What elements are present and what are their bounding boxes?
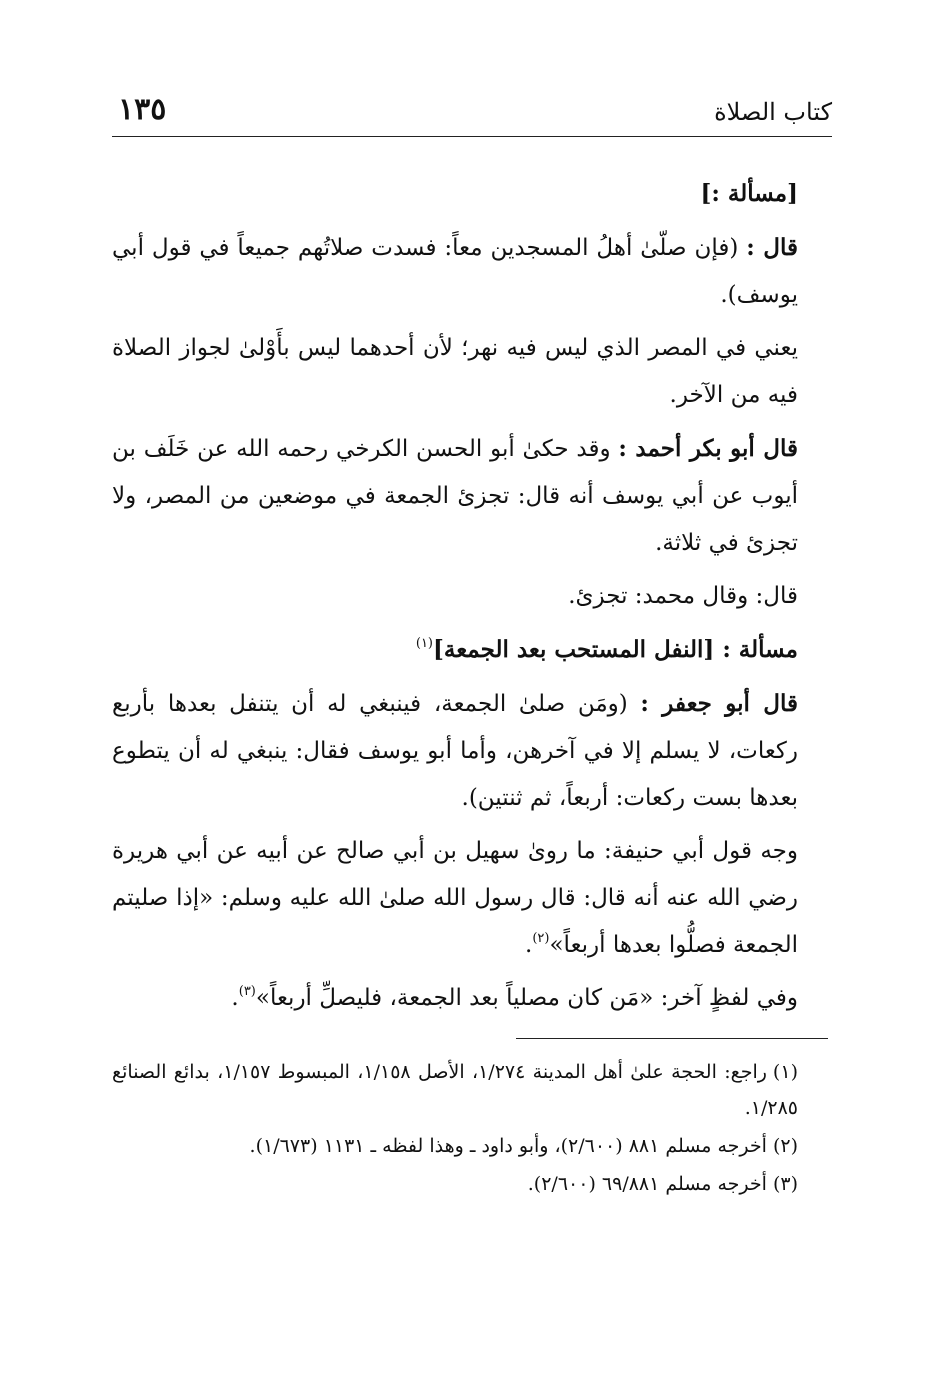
paragraph-text: قال: وقال محمد: تجزئ. — [568, 583, 798, 609]
footnote-marker: (٢) — [532, 931, 550, 946]
footnote-2 — [112, 1128, 828, 1164]
footnote-3 — [112, 1166, 828, 1202]
paragraph-end: . — [525, 932, 533, 958]
paragraph-text: وفي لفظٍ آخر: «مَن كان مصلياً بعد الجمعة، فليصلِّ أربعاً» — [255, 985, 798, 1011]
paragraph-3 — [112, 325, 828, 419]
paragraph-2 — [112, 224, 828, 319]
paragraph-lead: قال أبو جعفر : — [640, 690, 798, 717]
section-heading: [مسألة :] — [700, 180, 798, 207]
running-title: كتاب الصلاة — [714, 98, 832, 126]
paragraph-8 — [112, 828, 828, 969]
section-label: مسألة : — [722, 636, 798, 663]
footnote-1 — [112, 1054, 828, 1126]
paragraph-7 — [112, 680, 828, 822]
footnote-text: راجع: الحجة علىٰ أهل المدينة ١/٢٧٤، الأصل ١/١٥٨، المبسوط ١/١٥٧، بدائع الصنائع ١/٢٨٥. — [112, 1061, 798, 1119]
paragraph-4 — [112, 425, 828, 567]
main-text — [112, 170, 828, 1028]
paragraph-text: (ومَن صلىٰ الجمعة، فينبغي له أن يتنفل بعدها بأربع ركعات، لا يسلم إلا في آخرهن، وأما أبو يوسف فقال: ينبغي له أن يتطوع بعدها بست ركعات: أربعاً، ثم ثنتين). — [112, 691, 798, 811]
footnote-number: (٣) — [772, 1173, 798, 1195]
page-number: ١٣٥ — [118, 92, 167, 127]
footnotes — [112, 1054, 828, 1204]
paragraph-text: يعني في المصر الذي ليس فيه نهر؛ لأن أحدهما ليس بأَوْلىٰ لجواز الصلاة فيه من الآخر. — [112, 335, 798, 408]
paragraph-9 — [112, 975, 828, 1022]
paragraph-5 — [112, 573, 828, 620]
page-header — [112, 88, 832, 137]
footnote-number: (١) — [772, 1061, 798, 1083]
paragraph-1 — [112, 170, 828, 218]
paragraph-lead: قال أبو بكر أحمد : — [618, 435, 798, 462]
footnote-marker: (٣) — [238, 984, 256, 999]
footnote-text: أخرجه مسلم ٨٨١ (٢/٦٠٠)، وأبو داود ـ وهذا لفظه ـ ١١٣١ (١/٦٧٣). — [249, 1135, 767, 1157]
footnote-number: (٢) — [772, 1135, 798, 1157]
paragraph-text: وجه قول أبي حنيفة: ما روىٰ سهيل بن أبي صالح عن أبيه عن أبي هريرة رضي الله عنه أنه قال: قال رسول الله صلىٰ الله عليه وسلم: «إذا صليتم الجمعة فصلُّوا بعدها أربعاً» — [112, 838, 798, 958]
paragraph-lead: قال : — [746, 234, 798, 261]
paragraph-text: وقد حكىٰ أبو الحسن الكرخي رحمه الله عن خَلَف بن أيوب عن أبي يوسف أنه قال: تجزئ الجمعة في موضعين من المصر، ولا تجزئ في ثلاثة. — [112, 436, 798, 556]
footnote-text: أخرجه مسلم ٦٩/٨٨١ (٢/٦٠٠). — [527, 1173, 767, 1195]
footnote-marker: (١) — [415, 636, 433, 651]
paragraph-end: . — [231, 985, 239, 1011]
paragraph-text: (فإن صلّىٰ أهلُ المسجدين معاً: فسدت صلاتُهم جميعاً في قول أبي يوسف). — [112, 235, 798, 308]
footnote-divider — [516, 1038, 828, 1039]
section-heading: [النفل المستحب بعد الجمعة] — [433, 636, 723, 663]
paragraph-6 — [112, 626, 828, 674]
